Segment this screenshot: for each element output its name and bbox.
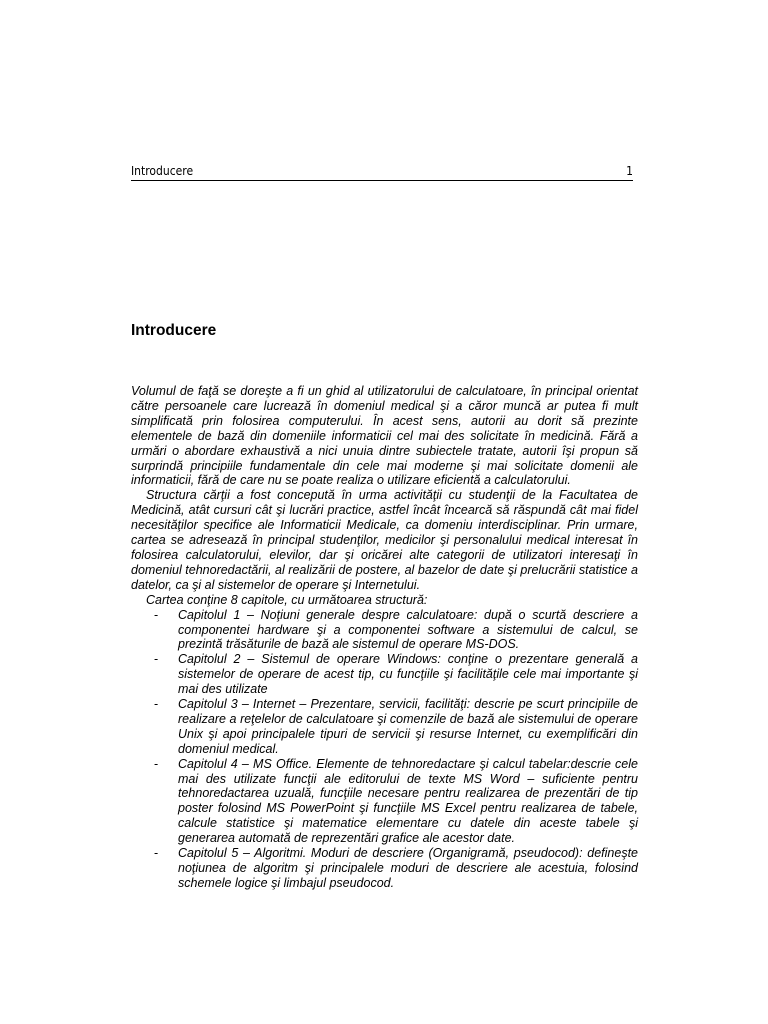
list-item [131,846,638,891]
list-item [131,608,638,653]
chapter-list [131,608,638,891]
body-text [131,384,638,891]
paragraph: Structura cărţii a fost concepută în urma activităţii cu studenţii de la Facultatea de Medicină, atât cursuri cât şi lucrări practice, astfel încât încearcă să răspundă cât mai fidel necesităţilor specifice ale Informaticii Medicale, ca domeniu interdisciplinar. Prin urmare, cartea se adresează în principal studenţilor, medicilor şi personalului medical interesat în folosirea calculatorului, elevilor, dar şi oricărei alte categorii de utilizatori interesaţi în domeniul tehnoredactării, al realizării de postere, al bazelor de date şi prelucrării statistice a datelor, ca şi al sistemelor de operare şi Internetului. [131,488,638,592]
list-item-text: Capitolul 1 – Noţiuni generale despre calculatoare: după o scurtă descriere a componentei hardware şi a componentei software a sistemului de calcul, se prezintă trăsăturile de bază ale sistemul de operare MS-DOS. [178,607,638,652]
list-item-text: Capitolul 4 – MS Office. Elemente de tehnoredactare şi calcul tabelar:descrie cele mai des utilizate funcţii ale editorului de texte MS Word – suficiente pentru tehnoredactarea uzuală, funcţiile necesare pentru realizarea de prezentări de tip poster folosind MS PowerPoint şi funcţiile MS Excel pentru realizarea de tabele, calcule statistice şi matematice elementare cu datele din aceste tabele şi generarea automată de reprezentări grafice ale acestor date. [178,756,638,846]
list-item-text: Capitolul 2 – Sistemul de operare Windows: conţine o prezentare generală a sistemelor de operare de acest tip, cu funcţiile şi facilităţile cele mai importante şi mai des utilizate [178,652,638,697]
header-section-title: Introducere [131,164,194,178]
list-dash: - [154,697,159,712]
list-item-text: Capitolul 5 – Algoritmi. Moduri de descriere (Organigramă, pseudocod): defineşte noţiunea de algoritm şi principalele moduri de descriere ale acestuia, folosind schemele logice şi limbajul pseudocod. [178,846,638,890]
list-dash: - [154,652,159,667]
list-item [131,757,638,846]
chapter-title: Introducere [131,322,217,339]
list-dash: - [154,756,159,771]
list-dash: - [154,846,159,861]
running-header [131,164,633,181]
list-item-text: Capitolul 3 – Internet – Prezentare, servicii, facilităţi: descrie pe scurt principiile de realizare a reţelelor de calculatoare şi comenzile de bază ale sistemului de operare Unix şi apoi principalele tipuri de servicii şi resurse Internet, cu exemplificări din domeniul medical. [178,697,638,756]
list-item [131,697,638,757]
paragraph: Volumul de faţă se doreşte a fi un ghid al utilizatorului de calculatoare, în principal orientat către persoanele care lucrează în domeniul medical şi a căror muncă ar putea fi mult simplificată prin folosirea computerului. În acest sens, autorii au dorit să prezinte elementele de bază din domeniile informaticii cel mai des solicitate în medicină. Fără a urmări o abordare exhaustivă a nici unuia dintre subiectele tratate, autorii îşi propun să surprindă principiile fundamentale din cele mai moderne şi mai solicitate domenii ale informaticii, fără de care nu se poate realiza o utilizare eficientă a calculatorului. [131,384,638,488]
page-number: 1 [626,164,633,178]
list-item [131,652,638,697]
list-dash: - [154,607,159,622]
paragraph: Cartea conţine 8 capitole, cu următoarea structură: [146,592,428,607]
